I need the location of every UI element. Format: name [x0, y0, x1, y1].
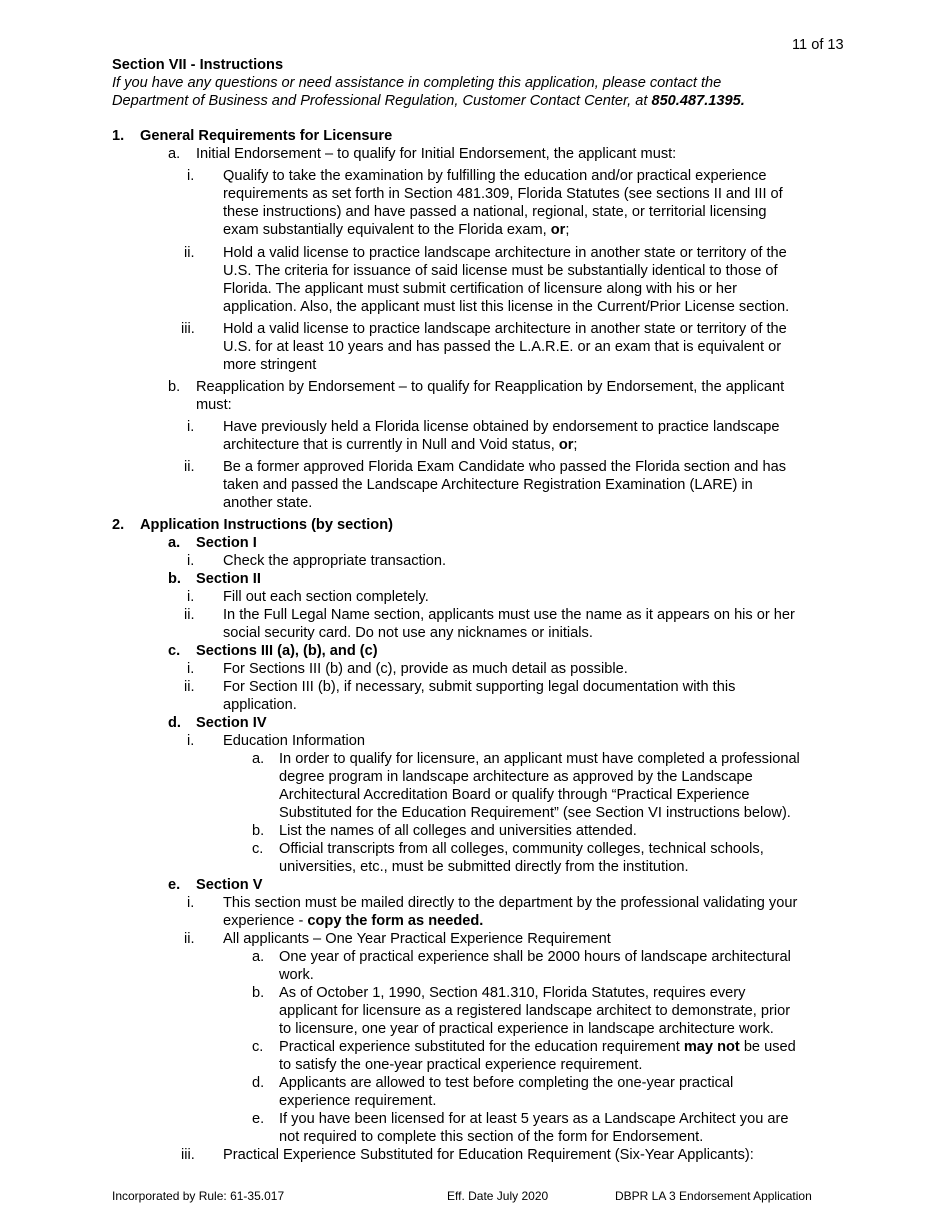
list-item-text: not required to complete this section of the form for Endorsement.	[279, 1129, 704, 1145]
list-item-text: Hold a valid license to practice landscape architecture in another state or territory of the	[223, 245, 787, 261]
list-item-text: experience - copy the form as needed.	[223, 913, 484, 929]
item-roman: ii.	[184, 245, 195, 261]
item-letter: a.	[168, 535, 181, 551]
list-item-text: Official transcripts from all colleges, community colleges, technical schools,	[279, 841, 764, 857]
list-item-text: This section must be mailed directly to the department by the professional validating your	[223, 895, 798, 911]
item-letter: a.	[252, 949, 265, 965]
item-letter: c.	[252, 841, 264, 857]
list-item-text: experience requirement.	[279, 1093, 437, 1109]
item-roman: iii.	[181, 321, 195, 337]
list-item-text: Florida. The applicant must submit certification of licensure along with his or her	[223, 281, 737, 297]
contact-phone: 850.487.1395.	[651, 93, 745, 109]
list-item-text: If you have been licensed for at least 5 years as a Landscape Architect you are	[279, 1111, 789, 1127]
intro-line-1: If you have any questions or need assistance in completing this application, please contact the	[112, 75, 722, 91]
list-item-text: Education Information	[223, 733, 365, 749]
list-item-text: Applicants are allowed to test before completing the one-year practical	[279, 1075, 734, 1091]
list-item-text: Check the appropriate transaction.	[223, 553, 447, 569]
item-letter: c.	[252, 1039, 264, 1055]
list-item-text: List the names of all colleges and universities attended.	[279, 823, 637, 839]
list-item-text: to satisfy the one-year practical experience requirement.	[279, 1057, 643, 1073]
list-item-text: In order to qualify for licensure, an applicant must have completed a professional	[279, 751, 800, 767]
footer-form-name: DBPR LA 3 Endorsement Application	[615, 1189, 812, 1203]
list-item-text: One year of practical experience shall be 2000 hours of landscape architectural	[279, 949, 791, 965]
subheading-section-v: Section V	[196, 877, 263, 893]
list-item-text: All applicants – One Year Practical Experience Requirement	[223, 931, 611, 947]
item-roman: i.	[187, 733, 195, 749]
list-item-text: Architectural Accreditation Board or qualify through “Practical Experience	[279, 787, 750, 803]
item-letter: b.	[168, 379, 181, 395]
list-item-text: more stringent	[223, 357, 317, 373]
item-letter: e.	[252, 1111, 265, 1127]
item-roman: ii.	[184, 931, 195, 947]
list-item-text: Practical Experience Substituted for Education Requirement (Six-Year Applicants):	[223, 1147, 754, 1163]
item-number: 2.	[112, 517, 125, 533]
subheading-sections-iii: Sections III (a), (b), and (c)	[196, 643, 378, 659]
list-item-text: exam substantially equivalent to the Florida exam, or;	[223, 222, 570, 238]
heading-general-requirements: General Requirements for Licensure	[140, 128, 393, 144]
item-roman: ii.	[184, 459, 195, 475]
list-item-text: Be a former approved Florida Exam Candidate who passed the Florida section and has	[223, 459, 786, 475]
list-item-text: For Section III (b), if necessary, submit supporting legal documentation with this	[223, 679, 736, 695]
item-letter: b.	[252, 823, 265, 839]
list-item-text: another state.	[223, 495, 313, 511]
footer-date: Eff. Date July 2020	[447, 1189, 549, 1203]
list-item-text: architecture that is currently in Null and Void status, or;	[223, 437, 578, 453]
item-roman: ii.	[184, 679, 195, 695]
item-letter: d.	[168, 715, 181, 731]
list-item-text: Substituted for the Education Requirement” (see Section VI instructions below).	[279, 805, 791, 821]
list-item-text: Qualify to take the examination by fulfilling the education and/or practical experience	[223, 168, 767, 184]
list-item-text: For Sections III (b) and (c), provide as much detail as possible.	[223, 661, 628, 677]
item-letter: c.	[168, 643, 181, 659]
list-item-text: As of October 1, 1990, Section 481.310, Florida Statutes, requires every	[279, 985, 746, 1001]
subheading-section-i: Section I	[196, 535, 257, 551]
item-letter: d.	[252, 1075, 265, 1091]
list-item-text: In the Full Legal Name section, applicants must use the name as it appears on his or her	[223, 607, 795, 623]
list-item-text: universities, etc., must be submitted directly from the institution.	[279, 859, 689, 875]
list-item-text: requirements as set forth in Section 481.309, Florida Statutes (see sections II and III of	[223, 186, 783, 202]
list-item-text: Hold a valid license to practice landscape architecture in another state or territory of the	[223, 321, 787, 337]
list-item-text: application.	[223, 697, 297, 713]
item-letter: b.	[168, 571, 181, 587]
heading-application-instructions: Application Instructions (by section)	[140, 517, 393, 533]
item-roman: i.	[187, 419, 195, 435]
subheading-section-ii: Section II	[196, 571, 261, 587]
item-number: 1.	[112, 128, 125, 144]
intro-line-2: Department of Business and Professional Regulation, Customer Contact Center, at 850.487.1395.	[112, 93, 745, 109]
list-item-text: degree program in landscape architecture as approved by the Landscape	[279, 769, 753, 785]
list-item-text: U.S. The criteria for issuance of said license must be substantially identical to those of	[223, 263, 778, 279]
list-item-text: Practical experience substituted for the education requirement may not be used	[279, 1039, 796, 1055]
list-item-text: work.	[279, 967, 314, 983]
item-roman: i.	[187, 895, 195, 911]
list-item-text: U.S. for at least 10 years and has passed the L.A.R.E. or an exam that is equivalent or	[223, 339, 782, 355]
page-number: 11 of 13	[792, 37, 844, 53]
subheading-section-iv: Section IV	[196, 715, 267, 731]
reapplication-text: Reapplication by Endorsement – to qualify for Reapplication by Endorsement, the applicant	[196, 379, 785, 395]
list-item-text: applicant for licensure as a registered landscape architect to demonstrate, prior	[279, 1003, 791, 1019]
list-item-text: application. Also, the applicant must list this license in the Current/Prior License section.	[223, 299, 790, 315]
item-roman: iii.	[181, 1147, 195, 1163]
list-item-text: to licensure, one year of practical experience in landscape architecture work.	[279, 1021, 774, 1037]
reapplication-text: must:	[196, 397, 232, 413]
item-letter: a.	[252, 751, 265, 767]
item-roman: ii.	[184, 607, 195, 623]
footer-rule: Incorporated by Rule: 61-35.017	[112, 1189, 285, 1203]
item-letter: b.	[252, 985, 265, 1001]
list-item-text: taken and passed the Landscape Architecture Registration Examination (LARE) in	[223, 477, 753, 493]
item-roman: i.	[187, 168, 195, 184]
item-roman: i.	[187, 661, 195, 677]
initial-endorsement-text: Initial Endorsement – to qualify for Initial Endorsement, the applicant must:	[196, 146, 677, 162]
list-item-text: Have previously held a Florida license obtained by endorsement to practice landscape	[223, 419, 780, 435]
item-roman: i.	[187, 553, 195, 569]
item-letter: a.	[168, 146, 181, 162]
item-roman: i.	[187, 589, 195, 605]
list-item-text: Fill out each section completely.	[223, 589, 429, 605]
list-item-text: these instructions) and have passed a national, regional, state, or territorial licensing	[223, 204, 767, 220]
list-item-text: social security card. Do not use any nicknames or initials.	[223, 625, 593, 641]
item-letter: e.	[168, 877, 181, 893]
section-title: Section VII - Instructions	[112, 57, 284, 73]
